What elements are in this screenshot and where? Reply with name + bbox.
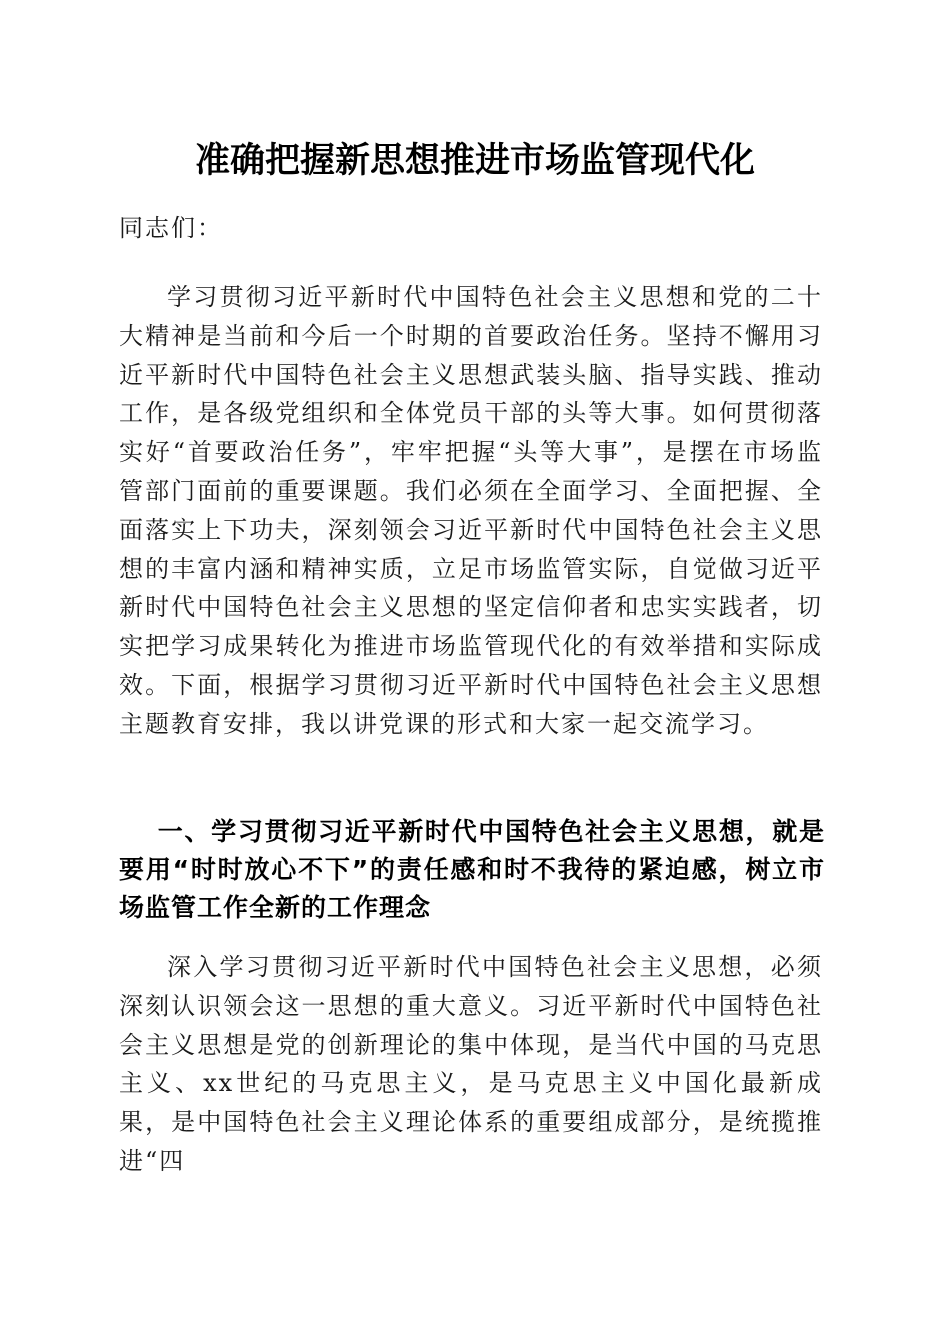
salutation: 同志们： — [119, 214, 223, 242]
document-title: 准确把握新思想推进市场监管现代化 — [194, 140, 755, 181]
body-paragraph-1: 学习贯彻习近平新时代中国特色社会主义思想和党的二十大精神是当前和今后一个时期的首要政治任务。坚持不懈用习近平新时代中国特色社会主义思想武装头脑、指导实践、推动工作，是各级党组织和全体党员干部的头等大事。如何贯彻落实好“首要政治任务”，牢牢把握“头等大事”，是摆在市场监管部门面前的重要课题。我们必须在全面学习、全面把握、全面落实上下功夫，深刻领会习近平新时代中国特色社会主义思想的丰富内涵和精神实质，立足市场监管实际，自觉做习近平新时代中国特色社会主义思想的坚定信仰者和忠实实践者，切实把学习成果转化为推进市场监管现代化的有效举措和实际成效。下面，根据学习贯彻习近平新时代中国特色社会主义思想主题教育安排，我以讲党课的形式和大家一起交流学习。 — [119, 283, 823, 738]
body-paragraph-2: 深入学习贯彻习近平新时代中国特色社会主义思想，必须深刻认识领会这一思想的重大意义。习近平新时代中国特色社会主义思想是党的创新理论的集中体现，是当代中国的马克思主义、xx世纪的马克思主义，是马克思主义中国化最新成果，是中国特色社会主义理论体系的重要组成部分，是统揽推进“四 — [119, 953, 823, 1175]
section-heading-1: 一、学习贯彻习近平新时代中国特色社会主义思想，就是要用“时时放心不下”的责任感和时不我待的紧迫感，树立市场监管工作全新的工作理念 — [119, 817, 825, 922]
